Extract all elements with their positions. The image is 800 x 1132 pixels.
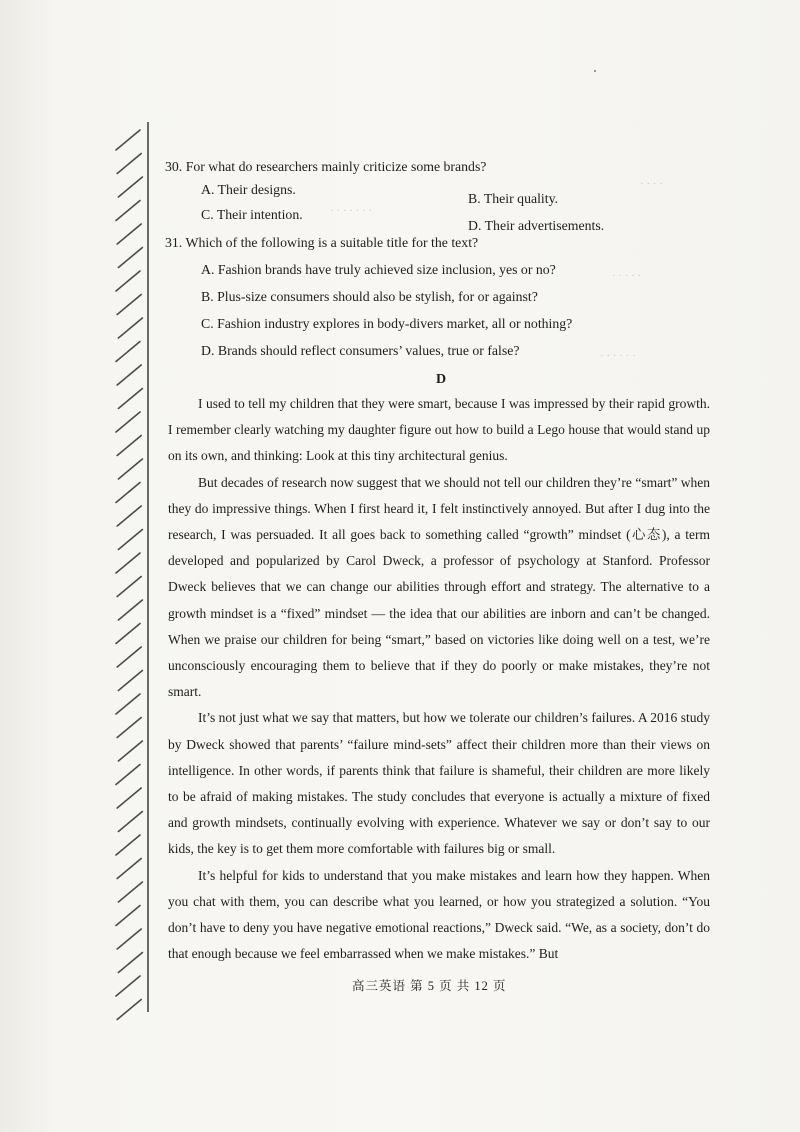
bleed-through: · · · · — [640, 178, 663, 190]
binding-slash — [117, 788, 141, 808]
binding-slash — [116, 835, 140, 855]
question-30-option-b: B. Their quality. — [468, 191, 559, 206]
binding-slash — [116, 201, 140, 221]
question-31-option-b: B. Plus-size consumers should also be stylish, for or against? — [201, 289, 538, 304]
question-31-option-c: C. Fashion industry explores in body-divers market, all or nothing? — [201, 316, 573, 331]
binding-slash — [118, 671, 142, 691]
passage-paragraph-2: But decades of research now suggest that we should not tell our children they’re “smart” when they do impressive things. When I first heard it, I felt instinctively annoyed. But after I dug into the research, I was persuaded. It all goes back to something called “growth” mindset (心态), a term developed and popularized by Carol Dweck, a professor of psychology at Stanford. Professor Dweck believes that we can change our abilities through effort and strategy. The alternative to a growth mindset is a “fixed” mindset — the idea that our abilities are inborn and can’t be changed. When we praise our children for being “smart,” based on victories like doing well on a test, we’re unconsciously encouraging them to believe that if they do poorly or make mistakes, they’re not smart. — [168, 474, 710, 700]
binding-slash — [118, 882, 142, 902]
binding-slash — [118, 530, 142, 550]
page-footer: 高三英语 第 5 页 共 12 页 — [352, 979, 507, 993]
binding-slash — [116, 342, 140, 362]
bleed-through: · · · · · · — [600, 350, 636, 362]
passage-paragraph-4: It’s helpful for kids to understand that you make mistakes and learn how they happen. When you chat with them, you can describe what you learned, or how you strategized a solution. “You don’t have to deny you have negative emotional reactions,” Dweck said. “We, as a society, don’t do that enough because we feel embarrassed when we make mistakes.” But — [168, 867, 710, 962]
passage — [168, 391, 710, 967]
binding-slash — [117, 365, 141, 385]
question-31-stem: 31. Which of the following is a suitable title for the text? — [165, 235, 479, 250]
binding-slash — [117, 647, 141, 667]
binding-slash — [118, 600, 142, 620]
binding-slash — [116, 553, 140, 573]
question-31-option-d: D. Brands should reflect consumers’ values, true or false? — [201, 343, 520, 358]
binding-slash — [116, 130, 140, 150]
question-30-stem: 30. For what do researchers mainly criticize some brands? — [165, 159, 487, 174]
binding-slash — [118, 953, 142, 973]
speck — [594, 70, 596, 72]
binding-slash — [117, 718, 141, 738]
binding-slash — [117, 154, 141, 174]
binding-slash — [116, 694, 140, 714]
binding-slash — [117, 929, 141, 949]
question-30-option-c: C. Their intention. — [201, 207, 303, 222]
binding-slash — [116, 765, 140, 785]
binding-slash — [116, 483, 140, 503]
binding-slash — [117, 506, 141, 526]
binding-slash — [117, 1000, 141, 1020]
binding-slash — [118, 177, 142, 197]
binding-slash — [116, 906, 140, 926]
question-31-option-a: A. Fashion brands have truly achieved size inclusion, yes or no? — [201, 262, 556, 277]
passage-paragraph-1: I used to tell my children that they were smart, because I was impressed by their rapid growth. I remember clearly watching my daughter figure out how to build a Lego house that would stand up on its own, and thinking: Look at this tiny architectural genius. — [168, 396, 710, 464]
binding-slash — [117, 859, 141, 879]
binding-slash — [116, 412, 140, 432]
bleed-through: · · · · · — [612, 270, 642, 282]
section-heading: D — [436, 372, 447, 387]
passage-paragraph-3: It’s not just what we say that matters, but how we tolerate our children’s failures. A 2016 study by Dweck showed that parents’ “failure mind-sets” affect their children more than their views on intelligence. In other words, if parents think that failure is shameful, their children are more likely to be afraid of making mistakes. The study concludes that everyone is actually a mixture of fixed and growth mindsets, continually evolving with experience. Whatever we say or don’t say to our kids, the key is to get them more comfortable with failures big or small. — [168, 710, 710, 857]
binding-slash — [118, 812, 142, 832]
binding-slash — [116, 976, 140, 996]
binding-slash — [118, 248, 142, 268]
binding-line — [147, 122, 149, 1012]
binding-margin — [0, 0, 150, 1132]
binding-slash — [117, 436, 141, 456]
binding-slash — [118, 741, 142, 761]
binding-slash — [118, 459, 142, 479]
question-30-option-a: A. Their designs. — [201, 182, 296, 197]
binding-slash — [116, 271, 140, 291]
bleed-through: · · · · · · · — [330, 205, 373, 217]
binding-slash — [117, 224, 141, 244]
binding-slash — [116, 624, 140, 644]
binding-slash — [117, 577, 141, 597]
binding-slash — [118, 389, 142, 409]
binding-slash — [117, 295, 141, 315]
binding-slash — [118, 318, 142, 338]
question-30-option-d: D. Their advertisements. — [468, 218, 605, 233]
